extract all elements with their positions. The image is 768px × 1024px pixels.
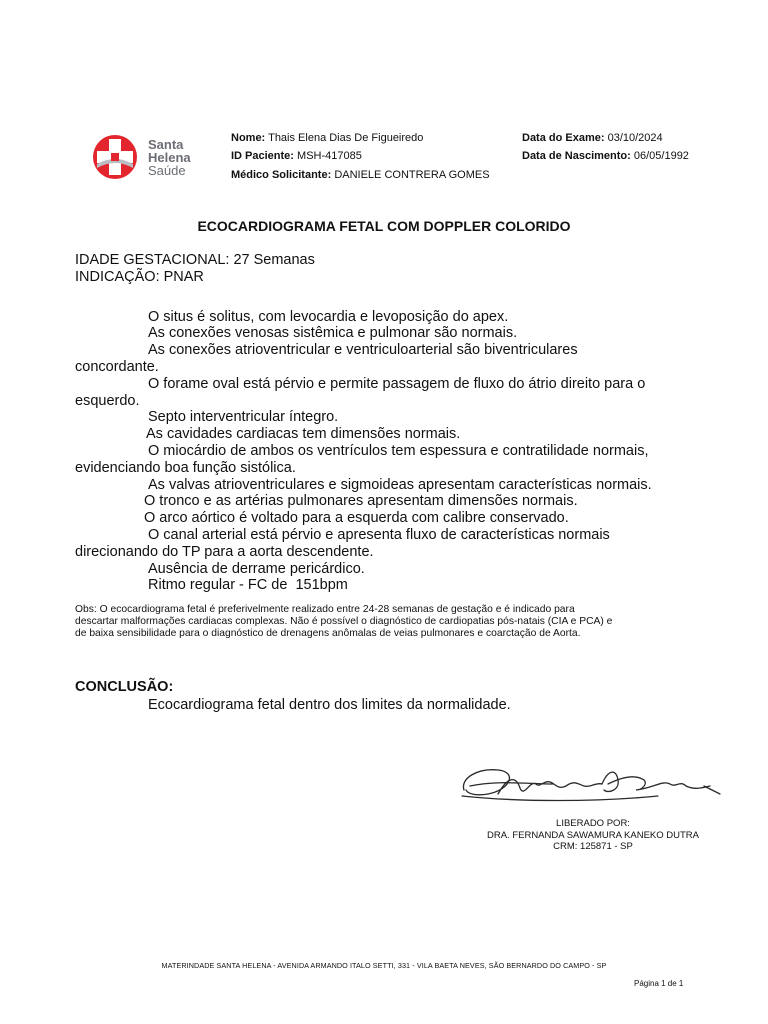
logo-line-1: Santa [148, 137, 184, 152]
finding-myocardium: O miocárdio de ambos os ventrículos tem espessura e contratilidade normais, [148, 442, 649, 459]
finding-aortic-arch: O arco aórtico é voltado para a esquerda com calibre conservado. [144, 510, 569, 527]
released-by-block [440, 818, 746, 853]
handwritten-signature [458, 750, 728, 810]
signing-doctor-name: DRA. FERNANDA SAWAMURA KANEKO DUTRA [486, 829, 700, 841]
finding-myocardium-cont: evidenciando boa função sistólica. [75, 459, 296, 476]
report-body [75, 252, 695, 594]
gestational-age: IDADE GESTACIONAL: 27 Semanas [75, 252, 315, 268]
exam-date-label: Data do Exame: [522, 132, 605, 144]
requesting-doctor-value: DANIELE CONTRERA GOMES [334, 169, 490, 181]
patient-id-row [231, 150, 362, 163]
requesting-doctor-row [231, 169, 490, 182]
logo-line-2: Helena [148, 150, 191, 165]
birth-date-label: Data de Nascimento: [522, 150, 631, 162]
finding-av-connections: As conexões atrioventricular e ventriculoarterial são biventriculares [148, 342, 578, 359]
patient-name-value: Thais Elena Dias De Figueiredo [268, 132, 424, 144]
cross-logo-icon [92, 134, 138, 180]
finding-ductus-cont: direcionando do TP para a aorta descendente. [75, 543, 374, 560]
finding-heart-rate: Ritmo regular - FC de 151bpm [148, 577, 348, 594]
patient-name-row [231, 132, 423, 145]
exam-date-value: 03/10/2024 [607, 132, 663, 144]
observation-line-1: Obs: O ecocardiograma fetal é preferivelmente realizado entre 24-28 semanas de gestação e é indicado para [75, 604, 575, 615]
finding-cavities: As cavidades cardiacas tem dimensões normais. [146, 426, 461, 443]
conclusion-text: Ecocardiograma fetal dentro dos limites da normalidade. [148, 697, 511, 713]
report-title: ECOCARDIOGRAMA FETAL COM DOPPLER COLORIDO [197, 218, 571, 234]
finding-septum: Septo interventricular íntegro. [148, 409, 339, 426]
patient-id-value: MSH-417085 [297, 150, 362, 162]
finding-pericardium: Ausência de derrame pericárdico. [148, 560, 365, 577]
conclusion-heading: CONCLUSÃO: [75, 679, 174, 695]
footer-address: MATERINDADE SANTA HELENA - AVENIDA ARMANDO ITALO SETTI, 331 - VILA BAETA NEVES, SÃO BERNARDO DO CAMPO - SP [161, 961, 607, 970]
requesting-doctor-label: Médico Solicitante: [231, 169, 332, 181]
indication: INDICAÇÃO: PNAR [75, 268, 204, 285]
finding-foramen-ovale: O forame oval está pérvio e permite passagem de fluxo do átrio direito para o [148, 375, 646, 392]
finding-valves: As valvas atrioventriculares e sigmoideas apresentam características normais. [148, 476, 652, 493]
finding-pulmonary-trunk: O tronco e as artérias pulmonares apresentam dimensões normais. [144, 493, 578, 510]
finding-venous-connections: As conexões venosas sistêmica e pulmonar são normais. [148, 325, 518, 342]
released-by-label: LIBERADO POR: [556, 818, 630, 829]
logo-line-3: Saúde [148, 163, 186, 178]
page-number: Página 1 de 1 [634, 979, 684, 988]
company-logo [92, 134, 202, 180]
logo-text [148, 138, 191, 177]
patient-id-label: ID Paciente: [231, 150, 294, 162]
observation-line-2: descartar malformações cardiacas complexas. Não é possível o diagnóstico de cardiopatias pós-natais (CIA e PCA) e [75, 616, 613, 627]
signing-doctor-crm: CRM: 125871 - SP [553, 841, 633, 852]
observation-note [75, 604, 705, 640]
finding-ductus: O canal arterial está pérvio e apresenta fluxo de características normais [148, 526, 610, 543]
finding-av-connections-cont: concordante. [75, 358, 159, 375]
finding-foramen-ovale-cont: esquerdo. [75, 392, 140, 409]
patient-name-label: Nome: [231, 132, 266, 144]
finding-situs: O situs é solitus, com levocardia e levoposição do apex. [148, 308, 509, 325]
observation-line-3: de baixa sensibilidade para o diagnóstico de drenagens anômalas de veias pulmonares e coarctação de Aorta. [75, 628, 581, 639]
birth-date-row [522, 150, 689, 163]
exam-date-row [522, 132, 663, 145]
birth-date-value: 06/05/1992 [633, 150, 689, 162]
